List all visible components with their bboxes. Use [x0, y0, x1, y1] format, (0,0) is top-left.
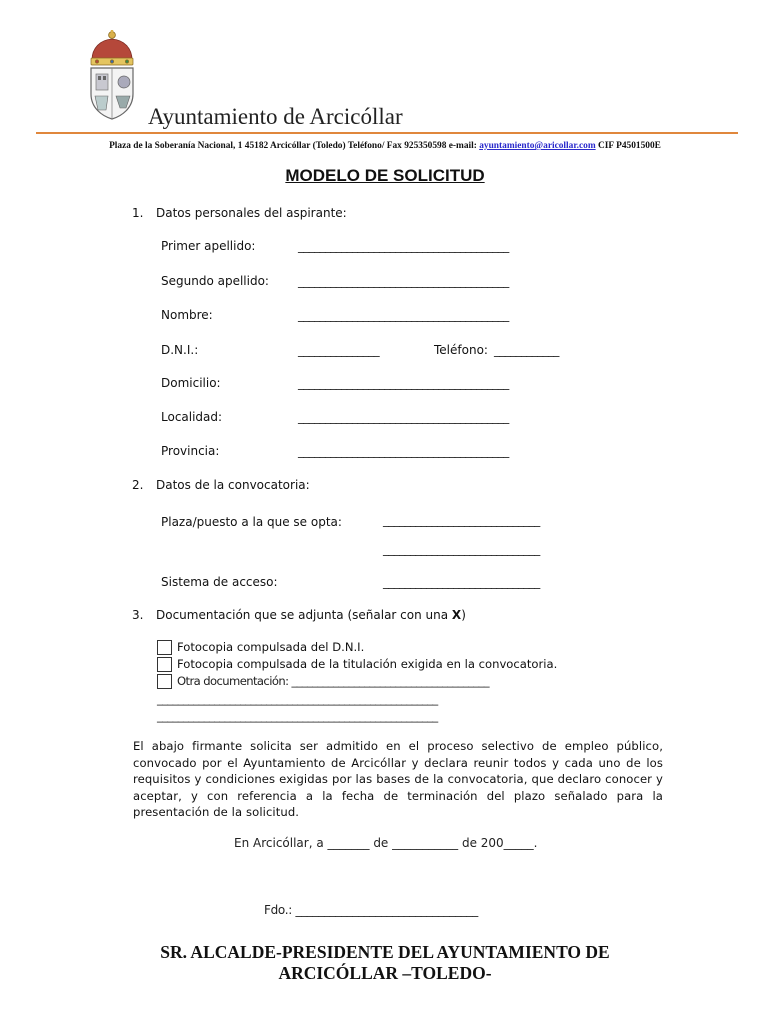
- date-line[interactable]: En Arcicóllar, a _______ de ___________ de 200_____.: [234, 836, 538, 850]
- checkbox-titulacion-label: Fotocopia compulsada de la titulación exigida en la convocatoria.: [177, 657, 558, 671]
- addressee-line-1: SR. ALCALDE-PRESIDENTE DEL AYUNTAMIENTO DE: [160, 942, 610, 962]
- section-2-heading: Datos de la convocatoria:: [156, 478, 310, 492]
- cif-text: CIF P4501500E: [595, 141, 661, 151]
- section-1-number: 1.: [132, 206, 144, 220]
- telefono-label: Teléfono:: [434, 343, 488, 357]
- domicilio-line[interactable]: _______________________________________: [298, 376, 509, 390]
- header-rule: [36, 132, 738, 134]
- telefono-line[interactable]: ____________: [494, 343, 559, 357]
- section-3-heading-text: Documentación que se adjunta (señalar con una: [156, 608, 452, 622]
- plaza-label: Plaza/puesto a la que se opta:: [161, 515, 342, 529]
- checkbox-dni-label: Fotocopia compulsada del D.N.I.: [177, 640, 365, 654]
- signature-line[interactable]: Fdo.: ________________________________: [264, 903, 478, 917]
- plaza-line-1[interactable]: _____________________________: [383, 513, 540, 527]
- otra-documentacion-line[interactable]: ______________________________________________________: [157, 692, 438, 706]
- addressee-line-2: ARCICÓLLAR –TOLEDO-: [278, 963, 492, 983]
- checkbox-dni[interactable]: [157, 640, 172, 655]
- sistema-acceso-line[interactable]: _____________________________: [383, 575, 540, 589]
- nombre-line[interactable]: _______________________________________: [298, 308, 509, 322]
- field-label: Segundo apellido:: [161, 274, 269, 288]
- otra-documentacion-line[interactable]: ______________________________________________________: [157, 709, 438, 723]
- segundo-apellido-line[interactable]: _______________________________________: [298, 274, 509, 288]
- section-1-heading: Datos personales del aspirante:: [156, 206, 347, 220]
- form-title: MODELO DE SOLICITUD: [285, 166, 485, 185]
- section-3-heading: [156, 608, 466, 622]
- section-3-heading-end: ): [461, 608, 466, 622]
- organization-name: Ayuntamiento de Arcicóllar: [148, 104, 403, 129]
- sistema-acceso-label: Sistema de acceso:: [161, 575, 278, 589]
- field-label: Provincia:: [161, 444, 220, 458]
- section-3-heading-mark: X: [451, 608, 462, 622]
- field-label: Nombre:: [161, 308, 213, 322]
- checkbox-otra-label: Otra documentación: ______________________________________: [177, 674, 489, 688]
- field-label: Domicilio:: [161, 376, 221, 390]
- email-link[interactable]: ayuntamiento@aricollar.com: [479, 141, 596, 151]
- address-line: [0, 141, 770, 151]
- checkbox-otra[interactable]: [157, 674, 172, 689]
- coat-of-arms-logo: [86, 30, 138, 120]
- address-text: Plaza de la Soberanía Nacional, 1 45182 Arcicóllar (Toledo) Teléfono/ Fax 925350598 e-mail:: [109, 141, 480, 151]
- field-label: Primer apellido:: [161, 239, 256, 253]
- section-2-number: 2.: [132, 478, 144, 492]
- field-label: Localidad:: [161, 410, 223, 424]
- provincia-line[interactable]: _______________________________________: [298, 444, 509, 458]
- field-label: D.N.I.:: [161, 343, 199, 357]
- section-3-number: 3.: [132, 608, 144, 622]
- plaza-line-2[interactable]: _____________________________: [383, 542, 540, 556]
- primer-apellido-line[interactable]: _______________________________________: [298, 239, 509, 253]
- localidad-line[interactable]: _______________________________________: [298, 410, 509, 424]
- checkbox-titulacion[interactable]: [157, 657, 172, 672]
- dni-line[interactable]: _______________: [298, 343, 380, 357]
- declaration-paragraph: El abajo firmante solicita ser admitido en el proceso selectivo de empleo público, convocado por el Ayuntamiento de Arcicóllar y declara reunir todos y cada uno de los requisitos y condiciones exigidas por las bases de la convocatoria, que declaro conocer y aceptar, y con referencia a la fecha de terminación del plazo señalado para la presentación de la solicitud.: [133, 739, 663, 820]
